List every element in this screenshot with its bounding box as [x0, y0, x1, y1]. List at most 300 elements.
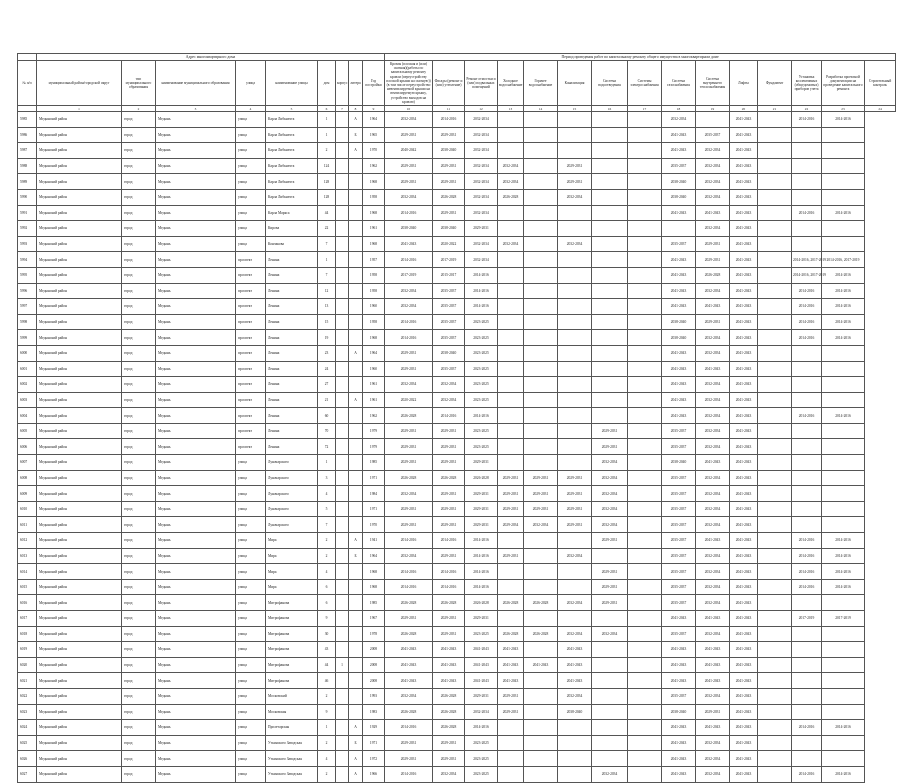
table-cell: 2041-2043 — [730, 673, 758, 689]
table-cell: 2029-2031 — [524, 470, 558, 486]
table-cell — [498, 392, 524, 408]
table-cell: 7 — [318, 517, 336, 533]
column-number: 7 — [336, 106, 349, 112]
table-cell: 5993 — [18, 236, 37, 252]
column-header: Система водоотведения — [592, 61, 628, 106]
table-cell: 2029-2031 — [498, 704, 524, 720]
table-cell: 2032-2034 — [696, 470, 730, 486]
table-cell: 1968 — [363, 330, 385, 346]
table-cell: 2041-2043 — [730, 642, 758, 658]
table-cell — [349, 595, 363, 611]
table-cell: 2029-2031 — [465, 611, 498, 627]
table-cell: 1971 — [363, 470, 385, 486]
table-cell: 2041-2043 — [730, 751, 758, 767]
table-cell: 2026-2028 — [498, 626, 524, 642]
table-cell: 2023-2025 — [465, 751, 498, 767]
table-row — [18, 486, 896, 502]
table-row — [18, 751, 896, 767]
table-cell: 2014-2016, 2017-2019 — [822, 252, 865, 268]
table-cell: 2 — [318, 548, 336, 564]
table-cell — [628, 486, 662, 502]
table-cell — [822, 158, 865, 174]
table-cell — [592, 345, 628, 361]
table-cell: Медынский район — [37, 392, 122, 408]
table-cell: 2014-2016 — [822, 205, 865, 221]
table-cell: 2032-2034 — [558, 189, 592, 205]
table-cell: город — [122, 267, 156, 283]
table-cell — [758, 392, 792, 408]
table-cell — [349, 626, 363, 642]
table-cell — [524, 564, 558, 580]
table-cell — [336, 189, 349, 205]
table-cell: 6001 — [18, 361, 37, 377]
table-row — [18, 314, 896, 330]
table-cell — [558, 423, 592, 439]
table-cell: Медынь — [156, 657, 236, 673]
table-cell — [628, 236, 662, 252]
table-cell: 2041-2043 — [730, 392, 758, 408]
table-cell: 2032-2034 — [696, 564, 730, 580]
table-cell: 44 — [318, 657, 336, 673]
table-cell — [524, 611, 558, 627]
table-cell — [592, 283, 628, 299]
table-cell: 1 — [336, 657, 349, 673]
table-cell: 5 — [318, 501, 336, 517]
table-cell — [628, 564, 662, 580]
table-cell: 21 — [318, 392, 336, 408]
table-cell: проспект — [236, 314, 266, 330]
table-cell: город — [122, 252, 156, 268]
table-cell: город — [122, 377, 156, 393]
table-cell: 1 — [318, 112, 336, 128]
table-cell: 1958 — [363, 267, 385, 283]
table-cell — [349, 221, 363, 237]
table-cell — [628, 112, 662, 128]
table-cell — [792, 345, 822, 361]
table-cell: Мира — [266, 564, 318, 580]
table-cell: 2035-2037 — [662, 579, 696, 595]
table-cell — [758, 221, 792, 237]
table-cell: 124 — [318, 158, 336, 174]
table-cell: 2041-2043 — [385, 236, 433, 252]
table-cell: 2040-2042 — [385, 143, 433, 159]
table-cell: Медынь — [156, 704, 236, 720]
table-cell: 2032-2034 — [385, 112, 433, 128]
table-cell: 2041-2043 — [730, 143, 758, 159]
table-cell: улица — [236, 174, 266, 190]
table-cell — [349, 470, 363, 486]
table-cell — [558, 579, 592, 595]
table-cell: 2038-2040 — [433, 221, 465, 237]
table-cell: 2041-2043 — [730, 657, 758, 673]
table-cell: Пролетарская — [266, 720, 318, 736]
table-cell: 2032-2034 — [696, 143, 730, 159]
table-cell: город — [122, 517, 156, 533]
table-row — [18, 579, 896, 595]
table-cell: 6022 — [18, 688, 37, 704]
table-cell — [628, 252, 662, 268]
table-cell: 2041-2043 — [730, 189, 758, 205]
table-cell: 2032-2034 — [696, 751, 730, 767]
table-cell — [822, 688, 865, 704]
table-cell: 2032-2034 — [465, 236, 498, 252]
table-cell: А — [349, 112, 363, 128]
table-cell: 2041-2043 — [558, 657, 592, 673]
table-cell: 1985 — [363, 595, 385, 611]
column-number: 16 — [592, 106, 628, 112]
table-cell: 2041-2043 — [662, 720, 696, 736]
column-number: 24 — [865, 106, 896, 112]
table-cell: 2029-2031 — [433, 611, 465, 627]
table-cell — [628, 455, 662, 471]
table-cell: город — [122, 283, 156, 299]
table-cell: 2041-2043 — [696, 673, 730, 689]
table-cell: А — [349, 345, 363, 361]
table-cell: 5985 — [18, 112, 37, 128]
table-cell: улица — [236, 236, 266, 252]
table-row — [18, 455, 896, 471]
table-cell: 6018 — [18, 626, 37, 642]
table-cell: 2038-2040 — [662, 174, 696, 190]
table-cell — [792, 174, 822, 190]
table-cell: 2023-2025 — [465, 314, 498, 330]
table-cell: Медынский район — [37, 688, 122, 704]
table-cell: Медынь — [156, 221, 236, 237]
table-cell: 2014-2016 — [385, 252, 433, 268]
table-cell — [592, 673, 628, 689]
table-cell: 2041-2043 — [730, 720, 758, 736]
table-cell: 2029-2031 — [385, 361, 433, 377]
table-cell: 2035-2037 — [696, 127, 730, 143]
table-cell: 2041-2043 — [696, 720, 730, 736]
table-cell — [792, 657, 822, 673]
table-cell: 2017-2019 — [792, 611, 822, 627]
table-cell: Московский — [266, 688, 318, 704]
table-cell: 2041-2043 — [730, 221, 758, 237]
table-cell: 2023-2025 — [465, 377, 498, 393]
table-cell: 2032-2034 — [558, 688, 592, 704]
table-cell: 2014-2016 — [792, 579, 822, 595]
table-cell — [822, 236, 865, 252]
table-cell — [792, 127, 822, 143]
table-cell — [592, 377, 628, 393]
table-cell: 2029-2031 — [433, 127, 465, 143]
table-cell: 1968 — [363, 205, 385, 221]
table-cell: 2041-2043 — [730, 112, 758, 128]
table-cell: Медынь — [156, 189, 236, 205]
column-header: муниципальный район/городской округ — [37, 61, 122, 106]
table-cell: 2029-2031 — [558, 158, 592, 174]
table-cell: 2041-2043 — [465, 673, 498, 689]
table-cell: 2041-2043 — [730, 626, 758, 642]
table-cell — [498, 455, 524, 471]
table-cell: А — [349, 751, 363, 767]
table-cell — [524, 751, 558, 767]
table-cell: улица — [236, 221, 266, 237]
table-cell: 2032-2034 — [592, 486, 628, 502]
table-cell: 2029-2031 — [385, 501, 433, 517]
table-cell — [524, 392, 558, 408]
table-row — [18, 205, 896, 221]
table-cell: 2029-2031 — [465, 501, 498, 517]
table-cell: город — [122, 579, 156, 595]
table-cell — [822, 657, 865, 673]
table-cell: Ленина — [266, 314, 318, 330]
table-cell: город — [122, 189, 156, 205]
table-cell: улица — [236, 611, 266, 627]
table-cell — [758, 548, 792, 564]
table-cell: Медынь — [156, 611, 236, 627]
table-cell — [336, 112, 349, 128]
table-cell — [498, 611, 524, 627]
table-cell: Уткинского Заводская — [266, 766, 318, 782]
table-cell — [349, 423, 363, 439]
table-cell — [792, 221, 822, 237]
table-cell: 1993 — [363, 688, 385, 704]
table-cell: 2026-2028 — [433, 704, 465, 720]
table-cell: 2 — [318, 143, 336, 159]
table-cell — [758, 720, 792, 736]
table-cell: 2029-2031 — [385, 423, 433, 439]
table-cell: город — [122, 158, 156, 174]
table-cell: 2038-2040 — [558, 704, 592, 720]
table-cell: Ленина — [266, 439, 318, 455]
table-row — [18, 564, 896, 580]
table-cell — [628, 735, 662, 751]
table-cell: 2029-2031 — [385, 345, 433, 361]
table-cell — [336, 345, 349, 361]
table-cell: улица — [236, 564, 266, 580]
table-cell: город — [122, 470, 156, 486]
table-cell: Медынь — [156, 158, 236, 174]
table-cell: 1961 — [363, 221, 385, 237]
table-cell: 2035-2037 — [662, 533, 696, 549]
table-cell: 1978 — [363, 626, 385, 642]
table-cell: 2032-2034 — [696, 283, 730, 299]
table-cell: 2014-2016 — [465, 533, 498, 549]
table-cell: 2026-2028 — [385, 595, 433, 611]
table-cell — [758, 595, 792, 611]
table-cell — [524, 267, 558, 283]
table-cell — [792, 673, 822, 689]
table-cell: Ленина — [266, 345, 318, 361]
table-cell — [498, 330, 524, 346]
table-cell — [336, 548, 349, 564]
table-cell: 2029-2031 — [433, 517, 465, 533]
column-header: Установка коллективных (общедомовых) приборов учета — [792, 61, 822, 106]
table-cell: проспект — [236, 267, 266, 283]
table-cell: город — [122, 688, 156, 704]
table-cell — [558, 283, 592, 299]
table-row — [18, 548, 896, 564]
table-cell: Медынь — [156, 127, 236, 143]
table-cell: 2041-2043 — [730, 299, 758, 315]
table-cell — [524, 189, 558, 205]
table-cell: город — [122, 127, 156, 143]
table-cell — [349, 564, 363, 580]
table-cell: Ленина — [266, 392, 318, 408]
table-cell: 2035-2037 — [433, 283, 465, 299]
table-cell: 2041-2043 — [730, 548, 758, 564]
table-cell: 5995 — [18, 267, 37, 283]
table-cell: Ленина — [266, 252, 318, 268]
table-cell: 2020-2022 — [433, 236, 465, 252]
table-cell: 2032-2034 — [696, 766, 730, 782]
table-cell — [498, 579, 524, 595]
table-cell: Медынский район — [37, 361, 122, 377]
table-cell: проспект — [236, 330, 266, 346]
table-cell: 2041-2043 — [730, 330, 758, 346]
table-cell — [498, 751, 524, 767]
table-cell: 2035-2037 — [662, 236, 696, 252]
table-cell — [336, 751, 349, 767]
table-cell: 2032-2034 — [696, 735, 730, 751]
column-number: 3 — [156, 106, 236, 112]
table-cell: Карла Либкнехта — [266, 189, 318, 205]
table-cell: Митрофанова — [266, 611, 318, 627]
table-cell — [336, 595, 349, 611]
column-number: 5 — [266, 106, 318, 112]
table-cell — [628, 720, 662, 736]
table-cell: 2014-2016 — [433, 533, 465, 549]
table-cell: 2014-2016 — [433, 408, 465, 424]
table-cell — [822, 345, 865, 361]
table-cell — [822, 626, 865, 642]
column-number: 14 — [524, 106, 558, 112]
table-cell: 2032-2034 — [592, 501, 628, 517]
table-cell: 6021 — [18, 673, 37, 689]
table-cell: 2032-2034 — [465, 704, 498, 720]
column-number: 11 — [433, 106, 465, 112]
table-cell: 2041-2043 — [662, 361, 696, 377]
table-cell: проспект — [236, 423, 266, 439]
table-cell: 2038-2040 — [662, 455, 696, 471]
table-cell: 2041-2043 — [696, 642, 730, 658]
column-number: 6 — [318, 106, 336, 112]
table-cell — [758, 330, 792, 346]
table-cell — [349, 267, 363, 283]
table-cell: 2032-2034 — [385, 377, 433, 393]
table-cell — [628, 377, 662, 393]
table-cell — [822, 751, 865, 767]
table-cell — [592, 611, 628, 627]
table-cell — [349, 236, 363, 252]
table-cell — [558, 205, 592, 221]
table-cell: 2029-2031 — [385, 751, 433, 767]
table-cell: 2014-2016 — [385, 564, 433, 580]
table-cell — [792, 439, 822, 455]
table-row — [18, 345, 896, 361]
table-cell — [336, 470, 349, 486]
column-number: 1 — [37, 106, 122, 112]
table-cell — [592, 408, 628, 424]
table-cell: Медынский район — [37, 174, 122, 190]
table-cell — [498, 267, 524, 283]
table-cell — [592, 299, 628, 315]
table-cell: 9 — [318, 704, 336, 720]
table-cell: 4 — [318, 564, 336, 580]
table-cell: Медынь — [156, 314, 236, 330]
table-cell — [822, 455, 865, 471]
table-cell: 1965 — [363, 127, 385, 143]
table-cell: проспект — [236, 392, 266, 408]
table-cell: 2035-2037 — [662, 517, 696, 533]
table-cell: 6015 — [18, 579, 37, 595]
table-cell: 2029-2031 — [696, 704, 730, 720]
table-cell: 2041-2043 — [385, 657, 433, 673]
table-cell: проспект — [236, 377, 266, 393]
table-cell — [592, 267, 628, 283]
table-cell: Медынь — [156, 439, 236, 455]
table-cell — [628, 158, 662, 174]
table-cell — [524, 158, 558, 174]
table-cell: 2029-2031 — [498, 688, 524, 704]
table-cell — [498, 221, 524, 237]
table-cell — [524, 673, 558, 689]
table-cell: 2026-2028 — [465, 470, 498, 486]
table-cell: 2029-2031 — [524, 486, 558, 502]
table-cell — [758, 283, 792, 299]
table-cell: 2041-2043 — [730, 283, 758, 299]
table-cell: 2041-2043 — [465, 657, 498, 673]
table-cell — [758, 673, 792, 689]
table-cell: 5994 — [18, 252, 37, 268]
table-cell: Мира — [266, 533, 318, 549]
table-row — [18, 673, 896, 689]
table-cell — [822, 704, 865, 720]
table-cell — [558, 611, 592, 627]
table-cell: 2023-2025 — [465, 423, 498, 439]
capital-repair-table — [17, 53, 896, 783]
table-cell — [628, 751, 662, 767]
table-cell: улица — [236, 533, 266, 549]
table-cell: 1961 — [363, 377, 385, 393]
table-cell — [558, 439, 592, 455]
table-cell: 6019 — [18, 642, 37, 658]
table-cell: 2014-2016 — [465, 283, 498, 299]
table-cell: 2029-2031 — [433, 501, 465, 517]
table-cell: 1967 — [363, 611, 385, 627]
table-cell — [628, 579, 662, 595]
table-cell: 1968 — [363, 564, 385, 580]
table-cell — [524, 127, 558, 143]
table-cell — [558, 408, 592, 424]
table-cell: 2041-2043 — [730, 455, 758, 471]
table-cell: Медынь — [156, 751, 236, 767]
table-cell — [628, 501, 662, 517]
table-cell — [498, 564, 524, 580]
table-cell: 2041-2043 — [662, 766, 696, 782]
table-cell — [792, 501, 822, 517]
table-cell — [558, 377, 592, 393]
table-cell: Медынский район — [37, 408, 122, 424]
table-cell: улица — [236, 205, 266, 221]
table-cell: 2017-2019 — [822, 611, 865, 627]
table-cell: 2032-2034 — [498, 174, 524, 190]
table-cell: 2014-2016 — [433, 112, 465, 128]
table-cell: 2029-2031 — [385, 439, 433, 455]
table-cell: 2029-2031 — [385, 127, 433, 143]
table-cell: 2032-2034 — [696, 377, 730, 393]
table-cell: 1964 — [363, 112, 385, 128]
table-cell — [822, 439, 865, 455]
table-cell: 6 — [318, 579, 336, 595]
table-cell — [792, 595, 822, 611]
table-cell: 2023-2025 — [465, 392, 498, 408]
table-cell — [628, 143, 662, 159]
table-cell: 2038-2040 — [662, 330, 696, 346]
table-cell: 128 — [318, 189, 336, 205]
